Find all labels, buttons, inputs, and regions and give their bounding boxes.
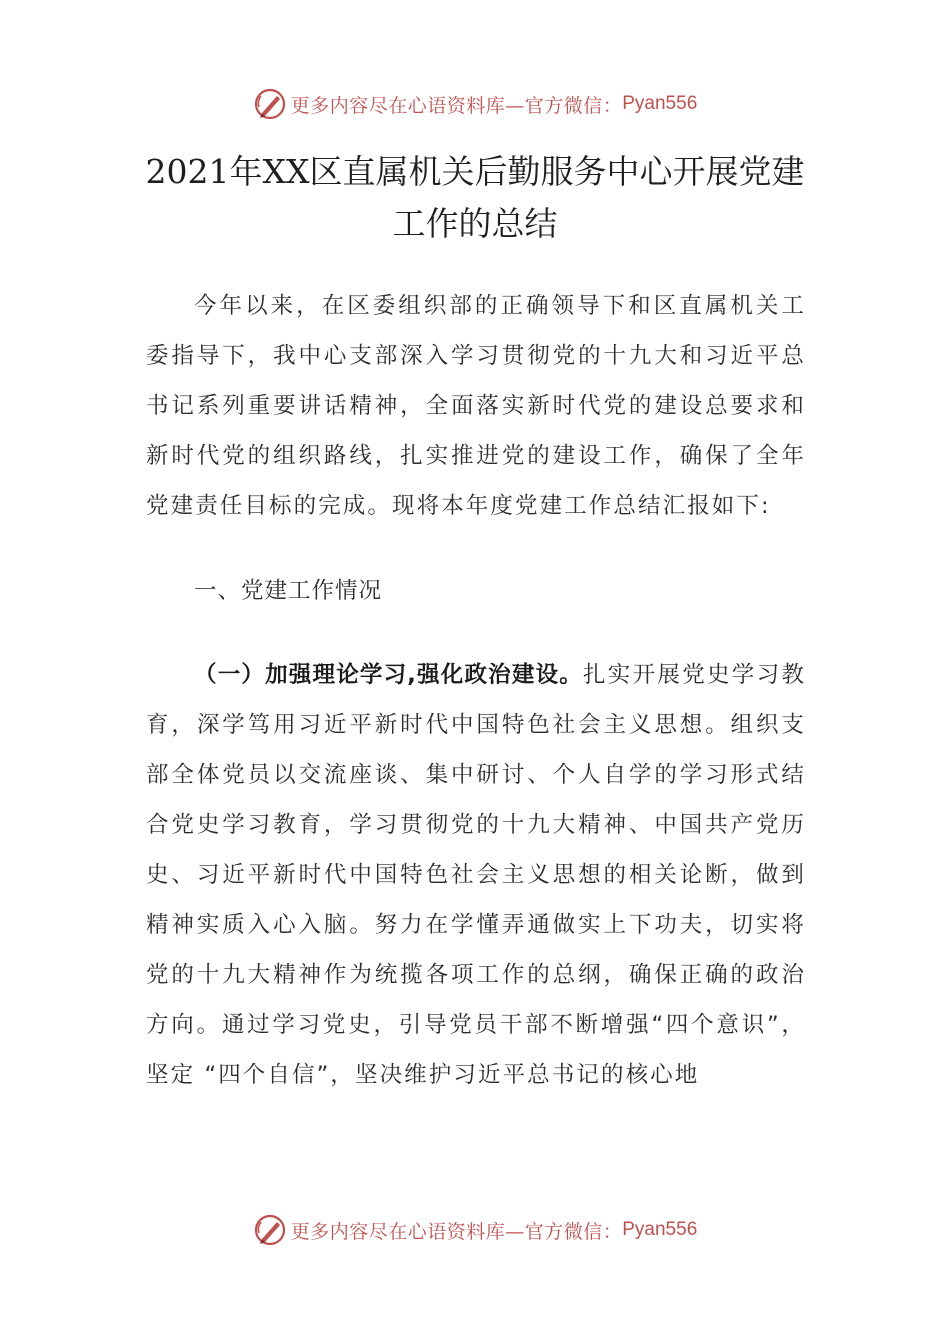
document-title [140,146,810,250]
subsection-body: 扎实开展党史学习教育，深学笃用习近平新时代中国特色社会主义思想。组织支部全体党员以交流座谈、集中研讨、个人自学的学习形式结合党史学习教育，学习贯彻党的十九大精神、中国共产党历史、习近平新时代中国特色社会主义思想的相关论断，做到精神实质入心入脑。努力在学懂弄通做实上下功夫，切实将党的十九大精神作为统揽各项工作的总纲，确保正确的政治方向。通过学习党史，引导党员干部不断增强“四个意识”，坚定 “四个自信”，坚决维护习近平总书记的核心地 [146,662,806,1088]
bottom-banner [0,1210,950,1250]
pen-logo-icon [253,1213,287,1247]
intro-paragraph: 今年以来，在区委组织部的正确领导下和区直属机关工委指导下，我中心支部深入学习贯彻党的十九大和习近平总书记系列重要讲话精神，全面落实新时代党的建设总要求和新时代党的组织路线，扎实推进党的建设工作，确保了全年党建责任目标的完成。现将本年度党建工作总结汇报如下: [146,293,806,519]
pen-logo-icon [253,87,287,121]
wechat-id: Pyan556 [622,1219,698,1240]
banner-text: 更多内容尽在心语资料库—官方微信： [290,1220,623,1243]
subsection-paragraph [146,650,806,1100]
title-line-1: 2021年XX区直属机关后勤服务中心开展党建 [145,152,805,191]
title-line-2: 工作的总结 [392,204,558,243]
subsection-lead: （一）加强理论学习,强化政治建设。 [194,662,583,688]
banner-text: 更多内容尽在心语资料库—官方微信： [290,94,623,117]
wechat-id: Pyan556 [622,93,698,114]
top-banner [0,84,950,124]
section-heading: 一、党建工作情况 [194,578,383,604]
